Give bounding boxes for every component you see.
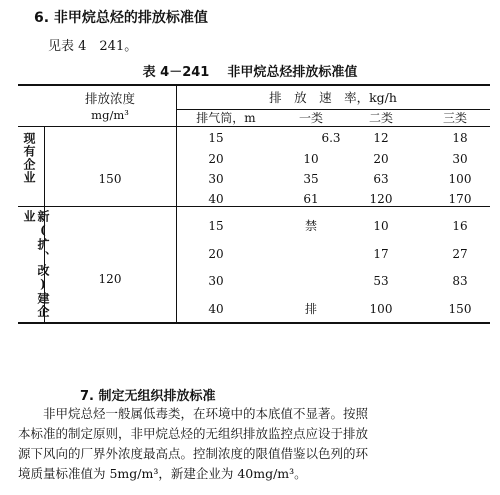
table-caption [0,61,500,80]
table-cell-stack: 20 [208,152,224,166]
table-cell-class1: 6.3 [321,131,341,145]
table-cell-class1: 10 [303,152,319,166]
table-cell-stack: 20 [208,247,224,261]
table-cell-class2: 12 [373,131,389,145]
header-bottom-rule [18,126,490,127]
table-cell-class3: 100 [448,172,472,186]
table-cell-class3: 170 [448,192,472,206]
table-cell-class3: 18 [452,131,468,145]
table-cell-class1: 35 [303,172,319,186]
header-class2: 二类 [368,111,393,125]
paragraph-line: 境质量标准值为 5mg/m³，新建企业为 40mg/m³。 [18,466,307,481]
table-caption-id: 表 4－241 [142,65,210,80]
group-divider-rule [18,206,490,207]
table-cell-stack: 40 [208,302,224,316]
table-cell-stack: 40 [208,192,224,206]
section-6-heading: 6. 非甲烷总烃的排放标准值 [34,10,208,26]
table-bottom-rule [18,322,490,324]
paragraph-line: 非甲烷总烃一般属低毒类，在环境中的本底值不显著。按照 [18,406,369,421]
table-cell-class2: 120 [369,192,393,206]
header-concentration-unit: mg/m³ [91,108,129,122]
table-cell-class2: 63 [373,172,389,186]
table-cell-class3: 150 [448,302,472,316]
group-concentration-new: 120 [98,272,122,286]
section-7-heading: 7. 制定无组织排放标准 [80,389,216,404]
table-cell-class1: 排 [304,302,317,316]
table-cell-class3: 83 [452,274,468,288]
table-cell-class2: 53 [373,274,389,288]
table-cell-class3: 16 [452,219,468,233]
table-cell-class3: 27 [452,247,468,261]
table-cell-class1: 禁 [304,219,317,233]
header-class1: 一类 [298,111,323,125]
table-cell-class3: 30 [452,152,468,166]
header-stack: 排气筒，m [196,111,256,125]
header-concentration: 排放浓度 [84,91,135,106]
table-cell-stack: 15 [208,219,224,233]
header-class3: 三类 [442,111,467,125]
header-subrule [176,109,490,110]
header-rate-group: 排 放 速 率，kg/h [269,90,397,105]
table-reference-text: 见表 4 241。 [48,39,138,54]
table-cell-class2: 17 [373,247,389,261]
paragraph-line: 源下风向的厂界外浓度最高点。控制浓度的限值借鉴以色列的环 [18,446,369,461]
table-cell-class2: 100 [369,302,393,316]
table-cell-stack: 15 [208,131,224,145]
group-concentration-existing: 150 [98,172,122,186]
group-label-existing: 现有企业 [22,132,36,184]
table-cell-class2: 10 [373,219,389,233]
table-cell-stack: 30 [208,274,224,288]
paragraph-line: 本标准的制定原则，非甲烷总烃的无组织排放监控点应设于排放 [18,426,369,441]
table-cell-class2: 20 [373,152,389,166]
table-cell-class1: 61 [303,192,319,206]
table-cell-stack: 30 [208,172,224,186]
table-caption-title: 非甲烷总烃排放标准值 [227,65,358,80]
table-top-rule [18,84,490,86]
group-label-new: 新(扩、改)建企业 [22,210,50,318]
